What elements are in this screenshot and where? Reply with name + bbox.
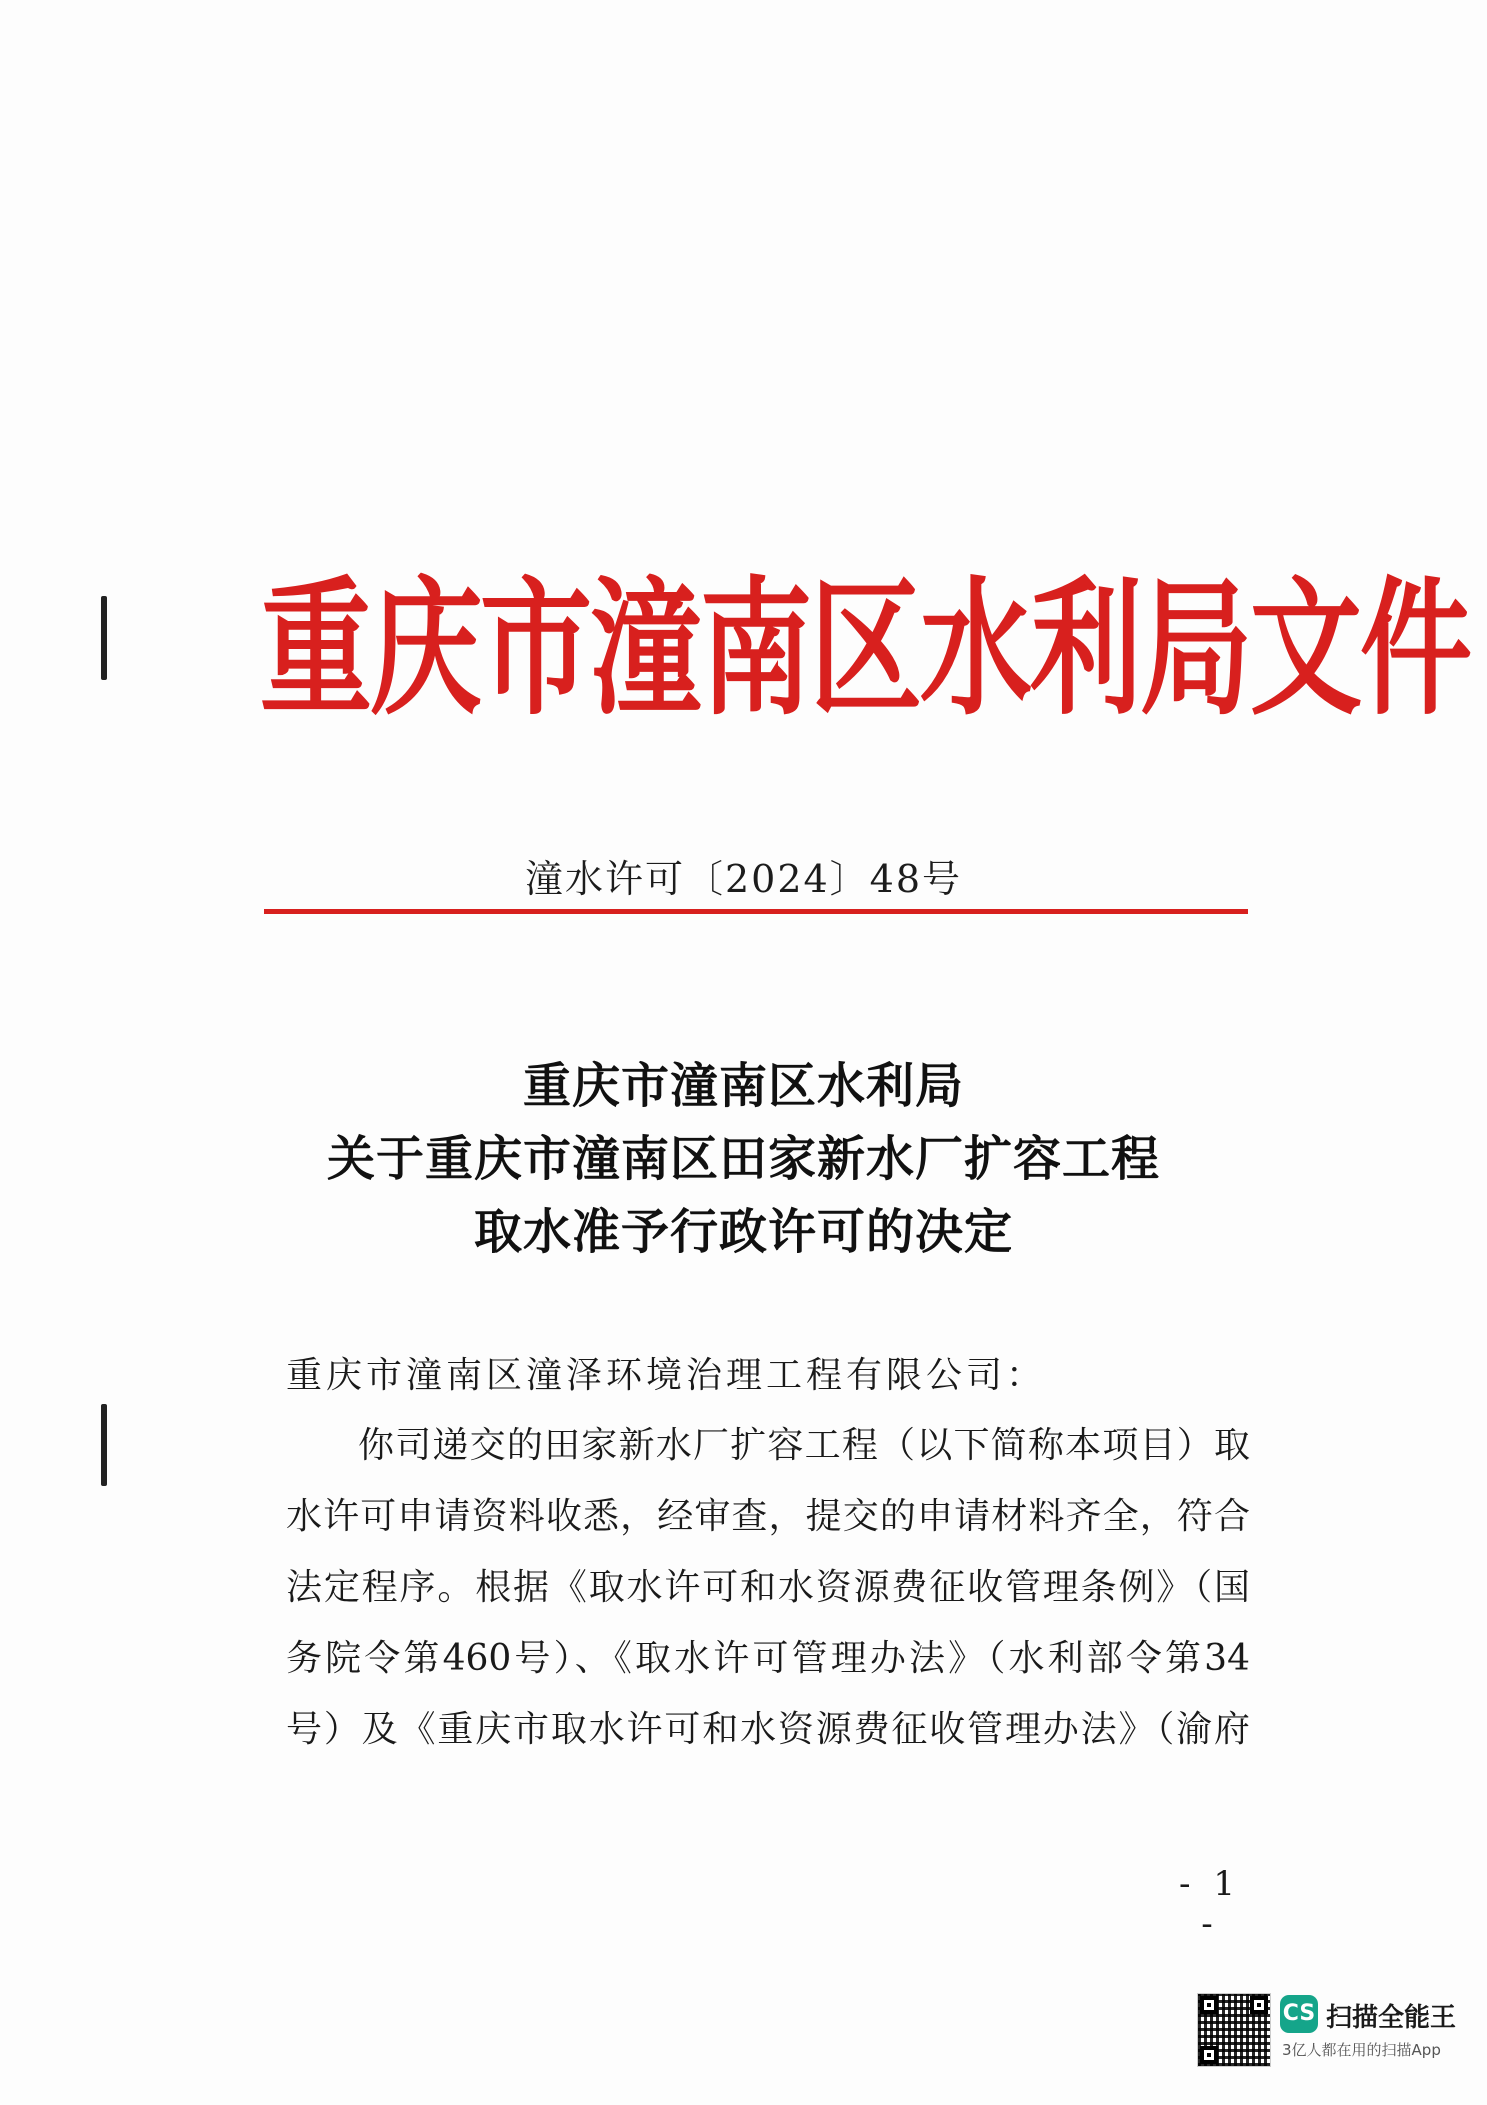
page-number: - 1 - xyxy=(1179,1864,1241,1944)
body-line: 务院令第460号）、《取水许可管理办法》（水利部令第34 xyxy=(286,1638,1250,1679)
body-line: 法定程序。根据《取水许可和水资源费征收管理条例》（国 xyxy=(286,1567,1250,1608)
scanner-app-slogan: 3亿人都在用的扫描App xyxy=(1282,2041,1441,2059)
addressee: 重庆市潼南区潼泽环境治理工程有限公司： xyxy=(286,1355,1047,1396)
title-line-1: 重庆市潼南区水利局 xyxy=(522,1058,964,1114)
title-line-2: 关于重庆市潼南区田家新水厂扩容工程 xyxy=(326,1131,1160,1187)
camscanner-logo-icon: CS xyxy=(1280,1995,1318,2033)
binding-mark-bottom xyxy=(101,1404,107,1486)
qr-code-icon xyxy=(1197,1993,1271,2067)
qr-finder-pattern xyxy=(1200,2046,1218,2064)
issuing-organization-header: 重庆市潼南区水利局文件 xyxy=(260,564,1470,736)
body-line: 你司递交的田家新水厂扩容工程（以下简称本项目）取 xyxy=(358,1425,1250,1466)
binding-mark-top xyxy=(101,596,107,680)
title-line-3: 取水准予行政许可的决定 xyxy=(473,1204,1013,1260)
qr-finder-pattern xyxy=(1200,1996,1218,2014)
red-divider-line xyxy=(264,909,1248,914)
body-paragraph xyxy=(286,1410,1250,1765)
scanner-watermark xyxy=(1280,1995,1470,2065)
document-title xyxy=(0,1050,1487,1269)
scanner-app-name: 扫描全能王 xyxy=(1326,2003,1457,2033)
qr-finder-pattern xyxy=(1250,1996,1268,2014)
document-number: 潼水许可〔2024〕48号 xyxy=(524,857,963,901)
body-line: 水许可申请资料收悉，经审查，提交的申请材料齐全，符合 xyxy=(286,1496,1250,1537)
body-line: 号）及《重庆市取水许可和水资源费征收管理办法》（渝府 xyxy=(286,1709,1250,1750)
